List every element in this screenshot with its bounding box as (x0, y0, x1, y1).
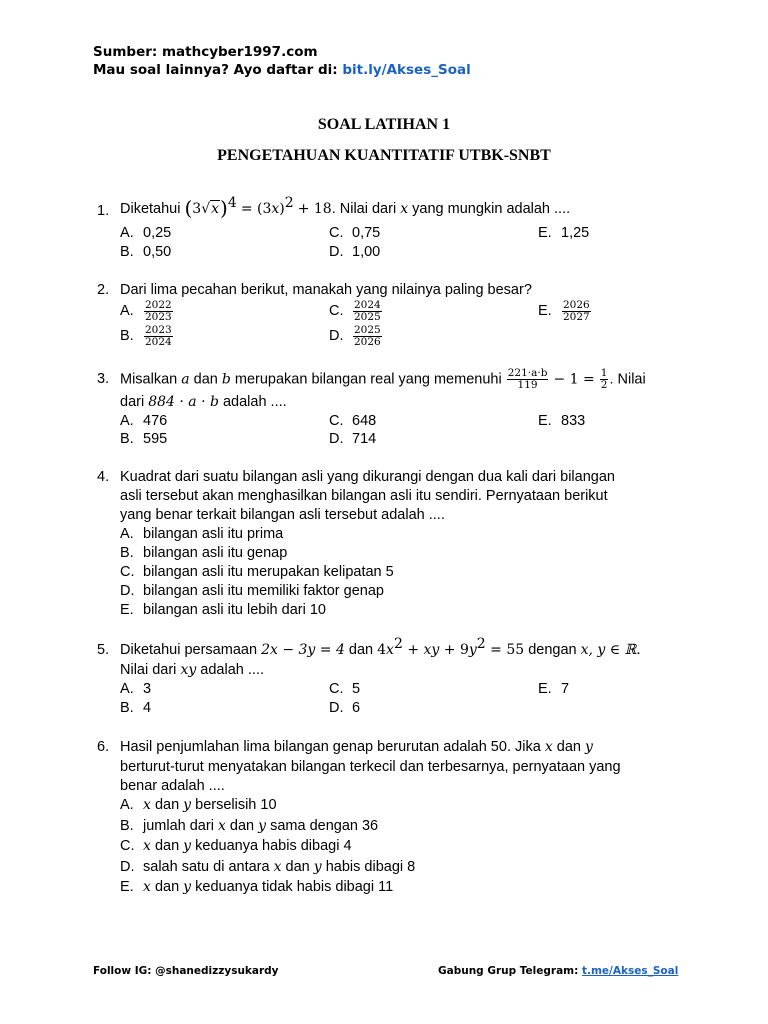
question-4-option-a[interactable]: A. bilangan asli itu prima (120, 526, 284, 542)
question-1-option-c[interactable]: C. 0,75 (329, 225, 381, 241)
question-4-option-e[interactable]: E. bilangan asli itu lebih dari 10 (120, 602, 326, 618)
question-2-option-c[interactable]: C. $\frac{2024}{2025}$ (329, 299, 381, 323)
question-1-number: 1. (97, 203, 110, 219)
question-1-option-b[interactable]: B. 0,50 (120, 244, 172, 260)
question-3-option-c[interactable]: C. 648 (329, 413, 377, 429)
source-line (93, 43, 318, 61)
page-title: SOAL LATIHAN 1 (317, 116, 451, 133)
question-6-option-e[interactable]: E. x dan y keduanya tidak habis dibagi 11 (120, 879, 394, 895)
akses-soal-link[interactable]: bit.ly/Akses_Soal (342, 62, 471, 78)
question-3-option-e[interactable]: E. 833 (538, 413, 586, 429)
question-2-option-b[interactable]: B. $\frac{2023}{2024}$ (120, 324, 172, 348)
question-2-option-d[interactable]: D. $\frac{2025}{2026}$ (329, 324, 381, 348)
question-4-text-line3: yang benar terkait bilangan asli tersebut adalah .... (120, 507, 445, 523)
question-6-text-line1: Hasil penjumlahan lima bilangan genap berurutan adalah 50. Jika x dan y (120, 739, 593, 755)
question-3-option-a[interactable]: A. 476 (120, 413, 168, 429)
question-5-option-b[interactable]: B. 4 (120, 700, 152, 716)
question-4-number: 4. (97, 469, 110, 485)
question-6-option-a[interactable]: A. x dan y berselisih 10 (120, 797, 277, 813)
question-3-option-b[interactable]: B. 595 (120, 431, 168, 447)
question-3-text: Misalkan a dan b merupakan bilangan real yang memenuhi $\frac{221\cdot a\cdot b}{119}$ − 1 = $\frac{1}{2}$ . Nilai (120, 367, 646, 391)
question-6-option-b[interactable]: B. jumlah dari x dan y sama dengan 36 (120, 818, 379, 834)
question-1-option-e[interactable]: E. 1,25 (538, 225, 590, 241)
question-5-equation-2: $4x^2$ + xy + $9y^2 = 55$ (377, 636, 525, 658)
question-6-text-line3: benar adalah .... (120, 778, 225, 794)
question-5-option-a[interactable]: A. 3 (120, 681, 152, 697)
question-1-equation: $(3√x)^4 = (3x)^2 + 18$ (184, 195, 332, 220)
question-6-option-d[interactable]: D. salah satu di antara x dan y habis dibagi 8 (120, 859, 416, 875)
footer-telegram-label: Gabung Grup Telegram: (438, 965, 579, 977)
telegram-link[interactable]: t.me/Akses_Soal (581, 965, 679, 977)
question-5-number: 5. (97, 642, 110, 658)
question-6-number: 6. (97, 739, 110, 755)
more-questions-line (93, 61, 471, 79)
question-1-text: Diketahui $(3√x)^4 = (3x)^2 + 18$. Nilai dari x yang mungkin adalah .... (120, 195, 571, 220)
question-5-option-d[interactable]: D. 6 (329, 700, 361, 716)
question-3-text-line2: dari 884 · a · b adalah .... (120, 394, 287, 410)
question-4-option-d[interactable]: D. bilangan asli itu memiliki faktor genap (120, 583, 384, 599)
question-2-option-e[interactable]: E. $\frac{2026}{2027}$ (538, 299, 590, 323)
question-3-number: 3. (97, 371, 110, 387)
question-5-text: Diketahui persamaan 2x − 3y = 4 dan $4x^2$ + xy + $9y^2 = 55$ dengan x, y ∈ ℝ. (120, 636, 641, 658)
question-1-option-d[interactable]: D. 1,00 (329, 244, 381, 260)
question-2-text: Dari lima pecahan berikut, manakah yang nilainya paling besar? (120, 282, 532, 298)
source-label: Sumber: mathcyber1997.com (93, 44, 318, 60)
page-subtitle: PENGETAHUAN KUANTITATIF UTBK-SNBT (217, 147, 551, 164)
question-2-number: 2. (97, 282, 110, 298)
more-questions-text: Mau soal lainnya? Ayo daftar di: (93, 62, 338, 78)
question-2-option-a[interactable]: A. $\frac{2022}{2023}$ (120, 299, 172, 323)
footer-instagram: Follow IG: @shanedizzysukardy (93, 965, 279, 977)
question-4-option-c[interactable]: C. bilangan asli itu merupakan kelipatan 5 (120, 564, 394, 580)
question-4-text-line2: asli tersebut akan menghasilkan bilangan asli itu sendiri. Pernyataan berikut (120, 488, 608, 504)
question-5-option-c[interactable]: C. 5 (329, 681, 361, 697)
question-3-option-d[interactable]: D. 714 (329, 431, 377, 447)
question-6-text-line2: berturut-turut menyatakan bilangan terkecil dan terbesarnya, pernyataan yang (120, 759, 621, 775)
footer-telegram (438, 965, 678, 977)
question-4-text-line1: Kuadrat dari suatu bilangan asli yang dikurangi dengan dua kali dari bilangan (120, 469, 615, 485)
question-5-text-line2: Nilai dari xy adalah .... (120, 662, 264, 678)
question-5-option-e[interactable]: E. 7 (538, 681, 570, 697)
question-4-option-b[interactable]: B. bilangan asli itu genap (120, 545, 288, 561)
question-1-option-a[interactable]: A. 0,25 (120, 225, 172, 241)
question-6-option-c[interactable]: C. x dan y keduanya habis dibagi 4 (120, 838, 352, 854)
